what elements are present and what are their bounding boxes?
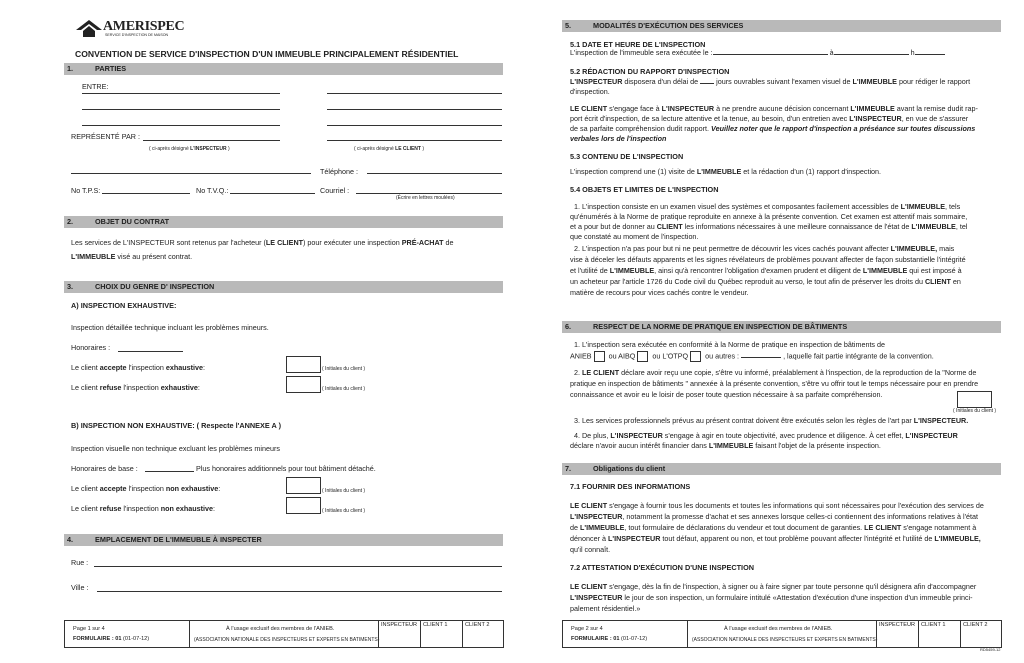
rue-line[interactable] — [94, 566, 502, 567]
footer-initials-inspecteur[interactable]: INSPECTEUR — [876, 621, 918, 647]
s6-p4-l2: déclare n'avoir aucun intérêt financier dans L'IMMEUBLE faisant l'objet de la présente inspection. — [570, 441, 881, 450]
s71-l1: LE CLIENT s'engage à fournir tous les documents et toutes les informations qui sont nécessaires pour l'exécution des services de — [570, 501, 984, 510]
s71-l2: L'INSPECTEUR, notamment la promesse d'achat et ses annexes lorsque celles-ci contiennent des informations relatives à l'état — [570, 512, 978, 521]
section-4-header: 4. EMPLACEMENT DE L'IMMEUBLE À INSPECTER — [64, 534, 503, 546]
amerispec-logo — [76, 19, 196, 39]
honoraires-line[interactable] — [118, 351, 183, 352]
non-exhaustive-desc: Inspection visuelle non technique excluant les problèmes mineurs — [71, 444, 280, 453]
s54-p2-l2: vise à déceler les défauts apparents et les signes révélateurs de problèmes pouvant affecter de façon substantielle l'intégrité — [570, 255, 966, 264]
initials-box-refuse-non-exhaustive[interactable] — [286, 497, 321, 514]
telephone-label: Téléphone : — [320, 167, 358, 176]
ville-line[interactable] — [97, 591, 502, 592]
s72-l2: L'INSPECTEUR le jour de son inspection, un formulaire intitulé «Attestation d'exécution d'une inspection d'un immeuble princi- — [570, 593, 973, 602]
section-1-header: 1. PARTIES — [64, 63, 503, 75]
footer-page-2 — [562, 620, 1002, 648]
represente-inspecteur-line[interactable] — [143, 140, 280, 141]
section-2-header: 2. OBJET DU CONTRAT — [64, 216, 503, 228]
section-7-header: 7. Obligations du client — [562, 463, 1001, 475]
section-5-header: 5. MODALITÉS D'EXÉCUTION DES SERVICES — [562, 20, 1001, 32]
accepte-exhaustive-text: Le client accepte l'inspection exhaustive: — [71, 363, 206, 372]
represente-label: REPRÉSENTÉ PAR : — [71, 132, 140, 141]
tps-label: No T.P.S: — [71, 186, 101, 195]
footer-form-number: FORMULAIRE : 01 (01-07-12) — [73, 636, 150, 642]
initials-box-refuse-exhaustive[interactable] — [286, 376, 321, 393]
s54-p2-l4: un acheteur par l'article 1726 du Code civil du Québec reproduit au verso, le tout afin de préserver les droits du CLIENT en — [570, 277, 961, 286]
footer-page-number: Page 1 sur 4 — [73, 626, 105, 632]
s51-text: L'inspection de l'immeuble sera exécutée le : à h — [570, 48, 945, 57]
initials-label: ( Initiales du client ) — [322, 366, 366, 372]
represente-client-line[interactable] — [327, 140, 502, 141]
entre-label: ENTRE: — [82, 82, 109, 91]
s54-title: 5.4 OBJETS ET LIMITES DE L'INSPECTION — [570, 185, 719, 194]
s71-l5: qu'il connaît. — [570, 545, 611, 554]
initials-label: ( Initiales du client ) — [322, 386, 366, 392]
non-exhaustive-title: B) INSPECTION NON EXHAUSTIVE: ( Respecte l'ANNEXE A ) — [71, 421, 281, 430]
s54-p1-l3: et a pour but de donner au CLIENT les informations nécessaires à une meilleure connaissance de l'état de L'IMMEUBLE, tel — [570, 222, 968, 231]
ci-apres-client: ( ci-après désigné LE CLIENT ) — [354, 146, 425, 152]
s6-p1-l1: 1. L'inspection sera exécutée en conformité à la Norme de pratique en inspection de bâtiments de — [574, 340, 886, 349]
rue-label: Rue : — [71, 558, 89, 567]
objet-para-line-2: L'IMMEUBLE visé au présent contrat. — [71, 252, 193, 261]
s53-text: L'inspection comprend une (1) visite de L'IMMEUBLE et la rédaction d'un (1) rapport d'inspection. — [570, 167, 882, 176]
initials-box-accepte-exhaustive[interactable] — [286, 356, 321, 373]
s6-p3: 3. Les services professionnels prévus au présent contrat doivent être exécutés selon les règles de l'art par L'INSPECTEUR. — [574, 416, 969, 425]
footer-page-number: Page 2 sur 4 — [571, 626, 603, 632]
page-2 — [512, 0, 1024, 663]
refuse-exhaustive-text: Le client refuse l'inspection exhaustive: — [71, 383, 200, 392]
courriel-label: Courriel : — [320, 186, 350, 195]
s52-para2-l2: port écrit d'inspection, de sa lecture attentive et la tenue, au besoin, d'un entretien avec L'INSPECTEUR, en vue de s'assurer — [570, 114, 969, 123]
s54-p1-l2: qu'énumérés à la Norme de pratique reproduite en annexe à la présente convention. Cet examen est attentif mais sommaire, — [570, 212, 968, 221]
s52-para2-l4: verbales lors de l'inspection — [570, 134, 667, 143]
footer-code: RD5459-12 — [980, 647, 1001, 652]
s52-para1-l1: L'INSPECTEUR disposera d'un délai de jours ouvrables suivant l'examen visuel de L'IMMEUBLE pour rédiger le rapport — [570, 77, 971, 86]
initials-label: ( Initiales du client ) — [322, 488, 366, 494]
honoraires-additionnels: Plus honoraires additionnels pour tout bâtiment détaché. — [196, 464, 376, 473]
footer-initials-inspecteur[interactable]: INSPECTEUR — [378, 621, 420, 647]
s6-p2-l3: connaissance et avoir eu le loisir de poser toute question nécessaire à sa parfaite compréhension. — [570, 390, 883, 399]
tvq-label: No T.V.Q.: — [196, 186, 229, 195]
initials-box-norme[interactable] — [957, 391, 992, 408]
checkbox-aibq[interactable] — [637, 351, 648, 362]
doc-title: CONVENTION DE SERVICE D'INSPECTION D'UN IMMEUBLE PRINCIPALEMENT RÉSIDENTIEL — [75, 49, 459, 59]
s6-p2-l1: 2. LE CLIENT déclare avoir reçu une copie, s'être vu informé, préalablement à l'inspection, de la reproduction de la "Norme de — [574, 368, 977, 377]
checkbox-anieb[interactable] — [594, 351, 605, 362]
honoraires-base-label: Honoraires de base : — [71, 464, 138, 473]
party2-line-2[interactable] — [327, 109, 502, 110]
initials-label: ( Initiales du client ) — [953, 408, 997, 414]
accepte-non-exhaustive-text: Le client accepte l'inspection non exhaustive: — [71, 484, 221, 493]
s72-l1: LE CLIENT s'engage, dès la fin de l'inspection, à signer ou à faire signer par toute personne qu'il désignera afin d'accompagner — [570, 582, 977, 591]
party1-line-1[interactable] — [82, 93, 280, 94]
objet-para-line-1: Les services de L'INSPECTEUR sont retenus par l'acheteur (LE CLIENT) pour exécuter une inspection PRÉ-ACHAT de — [71, 238, 454, 247]
footer-form-number: FORMULAIRE : 01 (01-07-12) — [571, 636, 648, 642]
party1-line-3[interactable] — [82, 125, 280, 126]
s72-title: 7.2 ATTESTATION D'EXÉCUTION D'UNE INSPECTION — [570, 563, 755, 572]
s54-p2-l3: et l'utilité de L'IMMEUBLE, ainsi qu'à rencontrer l'obligation d'examen prudent et diligent de L'IMMEUBLE qui est imposé à — [570, 266, 962, 275]
s52-para1-l2: d'inspection. — [570, 87, 610, 96]
footer-initials-client-1[interactable]: CLIENT 1 — [420, 621, 462, 647]
initials-box-accepte-non-exhaustive[interactable] — [286, 477, 321, 494]
logo-brand: AMERISPEC — [103, 19, 185, 34]
s52-title: 5.2 RÉDACTION DU RAPPORT D'INSPECTION — [570, 67, 730, 76]
s51-title: 5.1 DATE ET HEURE DE L'INSPECTION — [570, 40, 706, 49]
footer-initials-client-2[interactable]: CLIENT 2 — [462, 621, 504, 647]
section-3-header: 3. CHOIX DU GENRE D' INSPECTION — [64, 281, 503, 293]
tvq-line[interactable] — [230, 193, 315, 194]
initials-label: ( Initiales du client ) — [322, 508, 366, 514]
tps-line[interactable] — [102, 193, 190, 194]
party2-line-3[interactable] — [327, 125, 502, 126]
refuse-non-exhaustive-text: Le client refuse l'inspection non exhaustive: — [71, 504, 216, 513]
s54-p2-l1: 2. L'inspection n'a pas pour but ni ne peut permettre de découvrir les vices cachés pouvant affecter L'IMMEUBLE, mais — [574, 244, 955, 253]
ecrire-note: (Écrire en lettres moulées) — [396, 195, 455, 201]
footer-usage: À l'usage exclusif des membres de l'ANIEB. — [724, 626, 833, 632]
s52-para2-l1: LE CLIENT s'engage face à L'INSPECTEUR à ne prendre aucune décision concernant L'IMMEUBLE avant la remise dudit rap- — [570, 104, 978, 113]
s54-p1-l1: 1. L'inspection consiste en un examen visuel des systèmes et composantes facilement accessibles de L'IMMEUBLE, tels — [574, 202, 961, 211]
s6-p4-l1: 4. De plus, L'INSPECTEUR s'engage à agir en toute objectivité, avec prudence et diligence. À cet effet, L'INSPECTEUR — [574, 431, 958, 440]
checkbox-otpq[interactable] — [690, 351, 701, 362]
s71-l4: dénoncer à L'INSPECTEUR tout défaut, apparent ou non, et tout problème pouvant affecter l'intégrité et l'utilité de L'IMMEUBLE, — [570, 534, 981, 543]
party1-line-2[interactable] — [82, 109, 280, 110]
s54-p1-l4: que constaté au moment de l'inspection. — [570, 232, 699, 241]
footer-initials-client-1[interactable]: CLIENT 1 — [918, 621, 960, 647]
section-6-header: 6. RESPECT DE LA NORME DE PRATIQUE EN INSPECTION DE BÂTIMENTS — [562, 321, 1001, 333]
footer-association: (ASSOCIATION NATIONALE DES INSPECTEURS ET EXPERTS EN BATIMENTS) — [692, 637, 878, 643]
s53-title: 5.3 CONTENU DE L'INSPECTION — [570, 152, 684, 161]
s71-l3: de L'IMMEUBLE, tout formulaire de déclarations du vendeur et tout document de garanties. LE CLIENT s'engage notamment à — [570, 523, 977, 532]
courriel-line[interactable] — [356, 193, 502, 194]
footer-initials-client-2[interactable]: CLIENT 2 — [960, 621, 1002, 647]
party2-line-1[interactable] — [327, 93, 502, 94]
exhaustive-desc: Inspection détaillée technique incluant les problèmes mineurs. — [71, 323, 269, 332]
footer-usage: À l'usage exclusif des membres de l'ANIEB. — [226, 626, 335, 632]
logo-tagline: SERVICE D'INSPECTION DE MAISON — [105, 33, 169, 37]
honoraires-base-line[interactable] — [145, 471, 194, 472]
address-line[interactable] — [71, 173, 311, 174]
footer-association: (ASSOCIATION NATIONALE DES INSPECTEURS ET EXPERTS EN BATIMENTS) — [194, 637, 380, 643]
telephone-line[interactable] — [367, 173, 502, 174]
s72-l3: palement résidentiel.» — [570, 604, 641, 613]
s6-p2-l2: pratique en inspection de bâtiments " annexée à la présente convention, s'être vu offrir tout le temps nécessaire pour en prendre — [570, 379, 979, 388]
ci-apres-inspecteur: ( ci-après désigné L'INSPECTEUR ) — [149, 146, 230, 152]
exhaustive-title: A) INSPECTION EXHAUSTIVE: — [71, 301, 177, 310]
s71-title: 7.1 FOURNIR DES INFORMATIONS — [570, 482, 691, 491]
s52-para2-l3: de sa parfaite compréhension dudit rapport. Veuillez noter que le rapport d'inspection a préséance sur toutes discussions — [570, 124, 976, 133]
ville-label: Ville : — [71, 583, 89, 592]
s54-p2-l5: matière de recours pour vices cachés contre le vendeur. — [570, 288, 749, 297]
footer-page-1 — [64, 620, 504, 648]
house-logo-icon — [76, 20, 102, 38]
s6-norme-choices: ANIEB ou AIBQ ou L'OTPQ ou autres : , laquelle fait partie intégrante de la convention. — [570, 351, 934, 361]
honoraires-label: Honoraires : — [71, 343, 111, 352]
